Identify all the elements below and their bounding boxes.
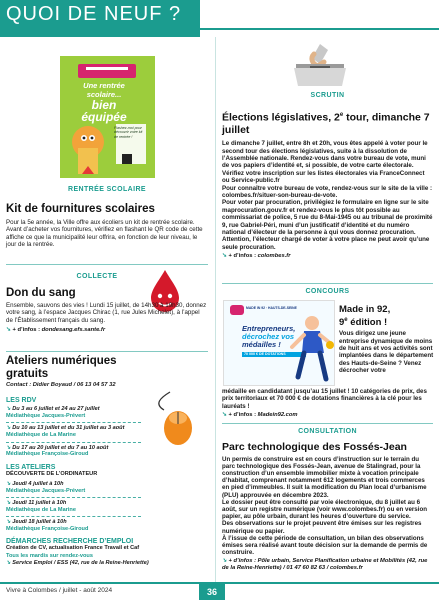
arrow-icon: ➘ (6, 519, 13, 526)
demarches-text: Création de CV, actualisation France Travail et Caf (6, 545, 140, 552)
title-part: Made in 92, (339, 304, 391, 315)
collecte-category: COLLECTE (76, 273, 118, 280)
page-footer (0, 582, 439, 600)
consultation-block (222, 428, 433, 572)
ateliers-label: LES ATELIERS (6, 463, 56, 471)
ateliers-contact: Contact : Didier Boyaud / 06 13 04 57 32 (6, 382, 116, 388)
rentree-category: RENTRÉE SCOLAIRE (68, 186, 146, 193)
rentree-title: Kit de fournitures scolaires (6, 202, 155, 215)
demarches-label: DÉMARCHES RECHERCHE D’EMPLOI (6, 537, 134, 545)
rdv-item (6, 406, 151, 419)
arrow-icon: ➘ (6, 425, 13, 432)
demarches-where (6, 560, 211, 568)
footer-publication: Vivre à Colombes / juillet - août 2024 (6, 587, 113, 594)
section-header (0, 0, 200, 37)
rdv-date: Du 17 au 20 juillet et du 7 au 10 août (12, 444, 109, 451)
concours-body-block (222, 388, 433, 420)
made-in-92-logo (230, 305, 244, 315)
concours-body-side: Vous dirigez une jeune entreprise dynamique de moins de huit ans et vos activités sont implantées dans le département des Hauts-de-Seine ? Venez décrocher votre (339, 330, 434, 375)
rdv-place: Médiathèque Jacques-Prévert (6, 412, 86, 419)
concours-image-line: Entrepreneurs, (242, 324, 296, 333)
concours-info (222, 412, 433, 420)
scrutin-block (222, 92, 433, 261)
scrutin-link[interactable]: colombes.fr (257, 253, 291, 260)
concours-brand: MADE IN 92 · HAUTS-DE-SEINE (246, 306, 297, 310)
info-prefix: + d’infos : (228, 558, 257, 565)
scrutin-category: SCRUTIN (310, 92, 345, 99)
title-part: tour, dimanche 7 juillet (222, 111, 430, 137)
concours-image-bar-text: 70 000 € DE DOTATIONS (244, 352, 286, 356)
atelier-date: Jeudi 11 juillet à 10h (12, 500, 67, 507)
dashed-divider (6, 516, 141, 517)
rdv-item (6, 445, 151, 458)
info-prefix: + d’infos : (228, 412, 257, 419)
poster-line: Une rentrée (83, 81, 125, 90)
arrow-icon: ➘ (6, 560, 13, 567)
atelier-item (6, 519, 151, 532)
concours-side (339, 304, 435, 375)
concours-block (222, 288, 433, 296)
title-part: 9 (339, 317, 345, 329)
consultation-info (222, 558, 433, 572)
concours-image-line: décrochez vos (242, 332, 295, 341)
rdv-date: Du 10 au 13 juillet et du 31 juillet au 3 août (12, 425, 125, 432)
poster-line: bien (91, 98, 117, 112)
poster-line: équipée (81, 110, 127, 124)
school-kit-poster (60, 56, 155, 178)
arrow-icon: ➘ (222, 412, 229, 419)
rdv-place: Médiathèque de La Marine (6, 431, 76, 438)
concours-image-line: médailles ! (242, 340, 281, 349)
rentree-body: Pour la 5e année, la Ville offre aux écoliers un kit de rentrée scolaire. Avant d’acheter vos fournitures, vérifiez en flashant le QR code de cette affiche ce que la municipalité leur offrira, en fonction de leur niveau, le jour de la rentrée. (6, 218, 203, 249)
arrow-icon: ➘ (222, 558, 229, 565)
section-title: QUOI DE NEUF ? (6, 3, 182, 25)
info-prefix: + d’infos : (228, 253, 257, 260)
arrow-icon: ➘ (6, 444, 13, 451)
computer-mouse-icon (150, 390, 200, 446)
ateliers-sublabel: DÉCOUVERTE DE L’ORDINATEUR (6, 471, 98, 478)
scrutin-body: Le dimanche 7 juillet, entre 8h et 20h, vous êtes appelé à voter pour le second tour des élections législatives, suite à la dissolution de l’Assemblée nationale. Rendez-vous dans votre bureau de vote, muni de vos papiers d’identité et, si possible, de votre carte électorale. Vérifiez votre inscription sur les listes électorales via FranceConnect ou Service-public.fr Pour connaître votre bureau de vote, rendez-vous sur le site de la ville : colombes.fr/situer-son-bureau-de-vote. Pour voter par procuration, privilégiez le formulaire en ligne sur le site maprocuration.gouv.fr et rendez-vous le plus tôt possible au commissariat de police, 5 rue du 8-Mai-1945 ou au tribunal de proximité 9, rue Gabriel-Péri, muni d’un justificatif d’identité et du numéro national d’électeur de la personne à qui vous donnez procuration. Attention, l’électeur chargé de voter à votre place ne peut avoir qu’une seule procuration. (222, 140, 433, 251)
column-divider (215, 37, 216, 582)
ballot-box-icon (280, 40, 360, 88)
collecte-title: Don du sang (6, 286, 76, 299)
rdv-item (6, 425, 151, 438)
consultation-body: Un permis de construire est en cours d’instruction sur le terrain du parc technologique des Fossés-Jean, avenue de Stalingrad, pour la construction d’un ensemble immobilier mixte à vocation principale d’habitat, comprenant notamment 612 logements et trois commerces en pied d’immeubles. Il suit la modification du Plan local d’urbanisme (PLU) approuvée en décembre 2023. Le dossier peut être consulté par voie électronique, du 8 juillet au 6 août, sur un registre numérique (voir www.colombes.fr) ou en version papier, au pôle urbain, durant les heures d’ouverture du service. Des observations sur le projet peuvent être émises sur les registres numérique ou papier. À l’issue de cette période de consultation, un bilan des observations émises sera réalisé avant toute décision sur la demande de permis de construire. (222, 455, 428, 557)
runner-illustration (286, 313, 334, 385)
consultation-contact: Pôle urbain, Service Planification urbaine et Mobilités (42, rue de la Reine-Henriette) / 01 47 60 82 63 / colombes.fr (222, 558, 428, 572)
ateliers-block (6, 355, 151, 568)
arrow-icon: ➘ (6, 327, 13, 334)
divider (222, 423, 433, 424)
ateliers-title: Ateliers numériques gratuits (6, 355, 117, 380)
title-part: édition ! (347, 317, 388, 329)
concours-image (223, 300, 335, 386)
demarches-where-text: Service Emploi / ESS (42, rue de la Reine-Henriette) (12, 560, 149, 567)
concours-category: CONCOURS (305, 288, 350, 295)
header-rule (200, 28, 439, 30)
arrow-icon: ➘ (6, 480, 13, 487)
poster-headline (68, 81, 140, 123)
collecte-link[interactable]: dondesang.efs.sante.fr (41, 327, 106, 334)
page-number: 36 (199, 584, 225, 600)
arrow-icon: ➘ (222, 253, 229, 260)
scrutin-title (222, 109, 433, 138)
demarches-when: Tous les mardis sur rendez-vous (6, 552, 93, 559)
poster-line: scolaire... (86, 90, 122, 99)
rdv-date: Du 3 au 6 juillet et 24 au 27 juillet (12, 406, 100, 413)
collecte-body: Ensemble, sauvons des vies ! Lundi 15 juillet, de 14h30 à 19h30, donnez votre sang, à l’espace Jacques Chirac (1, rue Jules Michelet), à l’appel de l’Établissement français du sang. (6, 301, 207, 324)
dashed-divider (6, 442, 141, 443)
atelier-item (6, 500, 151, 513)
arrow-icon: ➘ (6, 406, 13, 413)
rdv-place: Médiathèque Françoise-Giroud (6, 451, 89, 458)
concours-title (339, 304, 435, 328)
scrutin-info (222, 253, 433, 261)
dashed-divider (6, 497, 141, 498)
consultation-title: Parc technologique des Fossés-Jean (222, 440, 407, 453)
concours-body-full: médaille en candidatant jusqu’au 15 juillet ! 10 catégories de prix, des prix territoriaux et 70 000 € de dotations financières à la clé pour les lauréats ! (222, 388, 427, 410)
atelier-place: Médiathèque de La Marine (6, 506, 76, 513)
atelier-item (6, 481, 151, 494)
info-prefix: + d’infos : (12, 327, 41, 334)
dashed-divider (6, 422, 141, 423)
title-sup: e (339, 111, 344, 118)
title-sup: e (344, 317, 348, 323)
rdv-label: LES RDV (6, 396, 37, 404)
arrow-icon: ➘ (6, 500, 13, 507)
atelier-date: Jeudi 18 juillet à 10h (12, 519, 67, 526)
divider (6, 264, 208, 265)
divider (222, 283, 433, 284)
atelier-place: Médiathèque Françoise-Giroud (6, 525, 89, 532)
divider (6, 351, 208, 352)
rentree-block (6, 186, 208, 249)
poster-qr-message: Flashez-moi pour découvrir votre kit de rentrée ! (114, 126, 143, 139)
atelier-date: Jeudi 4 juillet à 10h (12, 480, 64, 487)
consultation-category: CONSULTATION (298, 428, 357, 435)
concours-link[interactable]: Madein92.com (257, 412, 298, 419)
collecte-block (6, 273, 208, 335)
title-part: Élections législatives, 2 (222, 111, 340, 124)
atelier-place: Médiathèque Jacques-Prévert (6, 487, 86, 494)
collecte-info (6, 327, 208, 335)
